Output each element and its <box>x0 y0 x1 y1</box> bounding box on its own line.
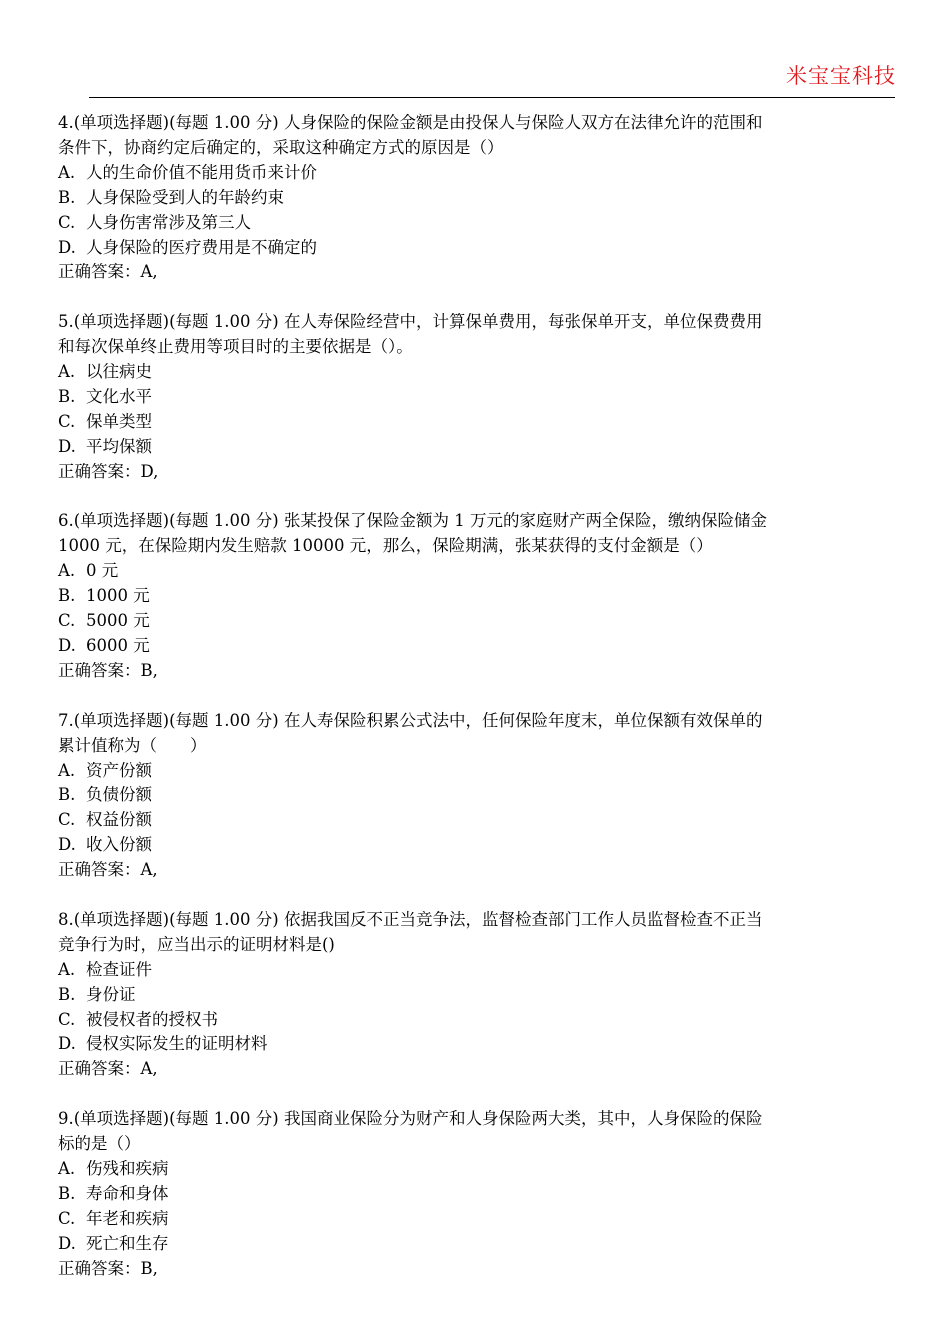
question-stem-line: 和每次保单终止费用等项目时的主要依据是（）。 <box>58 337 413 357</box>
option-d <box>58 833 898 858</box>
option-text: 文化水平 <box>86 386 152 406</box>
correct-answer: 正确答案：D, <box>58 461 159 481</box>
option-text: 检查证件 <box>86 959 152 979</box>
option-letter: A. <box>58 959 76 979</box>
option-b <box>58 783 898 808</box>
option-letter: B. <box>58 187 76 207</box>
option-letter: A. <box>58 162 76 182</box>
question-stem-line: 竞争行为时，应当出示的证明材料是() <box>58 934 335 954</box>
question-list <box>58 111 898 1306</box>
option-text: 平均保额 <box>86 436 152 456</box>
question-stem-line: 8.(单项选择题)(每题 1.00 分) 依据我国反不正当竞争法，监督检查部门工作人员监督检查不正当 <box>58 909 763 929</box>
option-letter: C. <box>58 411 76 431</box>
correct-answer: 正确答案：B, <box>58 660 158 680</box>
option-text: 寿命和身体 <box>86 1183 169 1203</box>
question-stem-line: 累计值称为（ ） <box>58 735 207 755</box>
option-letter: D. <box>58 1233 76 1253</box>
option-text: 被侵权者的授权书 <box>86 1009 218 1029</box>
option-letter: A. <box>58 362 76 382</box>
question-stem-line: 7.(单项选择题)(每题 1.00 分) 在人寿保险积累公式法中，任何保险年度末，单位保额有效保单的 <box>58 710 763 730</box>
option-b <box>58 385 898 410</box>
option-text: 5000 元 <box>86 611 150 631</box>
option-d <box>58 435 898 460</box>
option-a <box>58 559 898 584</box>
option-letter: C. <box>58 212 76 232</box>
correct-answer: 正确答案：A, <box>58 860 158 880</box>
option-letter: B. <box>58 785 76 805</box>
option-letter: D. <box>58 835 76 855</box>
option-b <box>58 983 898 1008</box>
option-c <box>58 1008 898 1033</box>
question-stem-line: 标的是（） <box>58 1134 141 1154</box>
question-4 <box>58 111 898 285</box>
correct-answer: 正确答案：A, <box>58 1059 158 1079</box>
option-text: 死亡和生存 <box>86 1233 169 1253</box>
option-text: 伤残和疾病 <box>86 1158 169 1178</box>
option-text: 侵权实际发生的证明材料 <box>86 1034 268 1054</box>
option-a <box>58 759 898 784</box>
option-text: 人身保险的医疗费用是不确定的 <box>86 237 317 257</box>
option-letter: C. <box>58 1208 76 1228</box>
option-b <box>58 186 898 211</box>
option-text: 身份证 <box>86 984 136 1004</box>
option-text: 人身伤害常涉及第三人 <box>86 212 251 232</box>
option-letter: A. <box>58 561 76 581</box>
option-letter: A. <box>58 760 76 780</box>
option-a <box>58 958 898 983</box>
question-9 <box>58 1107 898 1281</box>
option-letter: C. <box>58 611 76 631</box>
question-stem-line: 9.(单项选择题)(每题 1.00 分) 我国商业保险分为财产和人身保险两大类，其中，人身保险的保险 <box>58 1109 763 1129</box>
option-d <box>58 1032 898 1057</box>
option-letter: D. <box>58 1034 76 1054</box>
option-text: 权益份额 <box>86 810 152 830</box>
option-letter: D. <box>58 436 76 456</box>
option-text: 1000 元 <box>86 586 150 606</box>
question-stem-line: 4.(单项选择题)(每题 1.00 分) 人身保险的保险金额是由投保人与保险人双方在法律允许的范围和 <box>58 113 763 132</box>
option-c <box>58 1207 898 1232</box>
question-stem-line: 1000 元，在保险期内发生赔款 10000 元，那么，保险期满，张某获得的支付金额是（） <box>58 536 713 556</box>
question-8 <box>58 908 898 1082</box>
option-letter: C. <box>58 810 76 830</box>
option-text: 保单类型 <box>86 411 152 431</box>
option-c <box>58 211 898 236</box>
question-5 <box>58 310 898 484</box>
option-text: 以往病史 <box>86 362 152 382</box>
option-letter: D. <box>58 237 76 257</box>
option-letter: A. <box>58 1158 76 1178</box>
question-stem-line: 6.(单项选择题)(每题 1.00 分) 张某投保了保险金额为 1 万元的家庭财产两全保险，缴纳保险储金 <box>58 511 767 531</box>
option-text: 人的生命价值不能用货币来计价 <box>86 162 317 182</box>
option-c <box>58 410 898 435</box>
option-a <box>58 1157 898 1182</box>
option-text: 6000 元 <box>86 636 150 655</box>
question-7 <box>58 709 898 883</box>
option-a <box>58 161 898 186</box>
option-d <box>58 1232 898 1257</box>
option-letter: B. <box>58 984 76 1004</box>
option-letter: B. <box>58 1183 76 1203</box>
option-d <box>58 236 898 261</box>
header-divider <box>89 97 895 98</box>
header-brand: 米宝宝科技 <box>786 64 896 88</box>
option-b <box>58 584 898 609</box>
correct-answer: 正确答案：B, <box>58 1258 158 1278</box>
question-stem-line: 5.(单项选择题)(每题 1.00 分) 在人寿保险经营中，计算保单费用，每张保单开支，单位保费费用 <box>58 312 763 332</box>
option-b <box>58 1182 898 1207</box>
option-letter: B. <box>58 586 76 606</box>
option-d <box>58 634 898 659</box>
option-text: 资产份额 <box>86 760 152 780</box>
option-a <box>58 360 898 385</box>
option-text: 负债份额 <box>86 785 152 805</box>
option-c <box>58 808 898 833</box>
correct-answer: 正确答案：A, <box>58 262 158 282</box>
option-letter: C. <box>58 1009 76 1029</box>
option-text: 收入份额 <box>86 835 152 855</box>
option-text: 人身保险受到人的年龄约束 <box>86 187 284 207</box>
question-6 <box>58 509 898 683</box>
option-letter: D. <box>58 636 76 655</box>
option-c <box>58 609 898 634</box>
option-text: 年老和疾病 <box>86 1208 169 1228</box>
option-letter: B. <box>58 386 76 406</box>
option-text: 0 元 <box>86 561 119 581</box>
question-stem-line: 条件下，协商约定后确定的，采取这种确定方式的原因是（） <box>58 137 504 157</box>
